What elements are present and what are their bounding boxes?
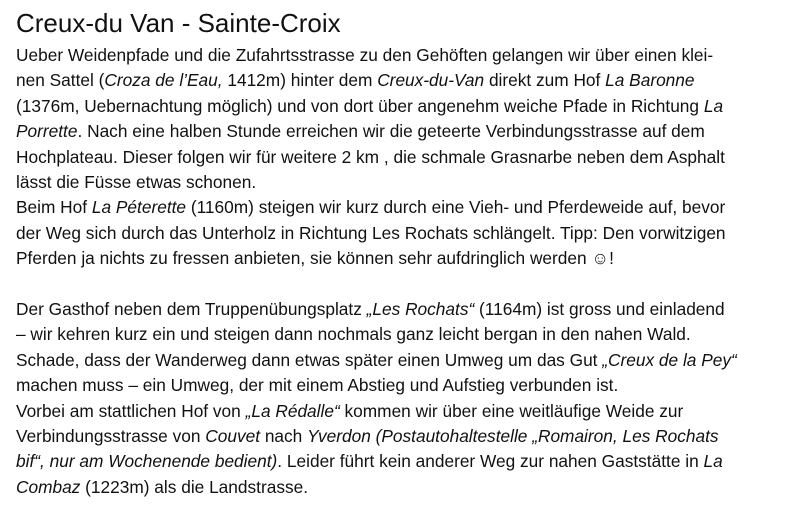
text-line	[16, 322, 784, 347]
italic-text: „Creux de la Pey“	[602, 349, 737, 370]
text-line	[16, 399, 784, 424]
text-segment: Beim Hof	[16, 197, 92, 218]
italic-text: Croza de l’Eau,	[104, 70, 223, 91]
paragraph-1	[16, 43, 784, 272]
text-segment: direkt zum Hof	[484, 70, 606, 91]
text-segment: Pferden ja nichts zu fressen anbieten, sie können sehr aufdringlich werden ☺!	[16, 248, 614, 269]
page-title: Creux-du Van - Sainte-Croix	[16, 8, 341, 38]
text-line	[16, 246, 784, 271]
text-segment: kommen wir über eine weitläufige Weide zur	[339, 400, 684, 421]
text-segment: (1223m) als die Landstrasse.	[80, 476, 309, 497]
text-segment: Ueber Weidenpfade und die Zufahrtsstrasse zu den Gehöften gelangen wir über einen klei-	[16, 45, 714, 65]
text-segment: Vorbei am stattlichen Hof von	[16, 400, 246, 421]
italic-text: „Les Rochats“	[366, 299, 475, 320]
italic-text: Couvet	[205, 426, 261, 447]
text-segment: lässt die Füsse etwas schonen.	[16, 172, 257, 193]
text-segment: Verbindungsstrasse von	[16, 426, 206, 447]
text-line	[16, 68, 784, 93]
italic-text: Creux-du-Van	[377, 70, 485, 91]
text-segment: . Leider führt kein anderer Weg zur nahen Gaststätte in	[277, 451, 704, 472]
text-segment: der Weg sich durch das Unterholz in Richtung Les Rochats schlängelt. Tipp: Den vorwitzigen	[16, 222, 726, 243]
text-segment: – wir kehren kurz ein und steigen dann nochmals ganz leicht bergan in den nahen Wald.	[16, 324, 691, 345]
text-segment: (1164m) ist gross und einladend	[474, 299, 725, 320]
italic-text: Yverdon (Postautohaltestelle „Romairon, Les Rochats	[307, 426, 719, 447]
text-line	[16, 449, 784, 474]
paragraph-2	[16, 297, 784, 500]
text-line	[16, 170, 784, 195]
italic-text: „La Rédalle“	[245, 400, 340, 421]
text-segment: (1376m, Uebernachtung möglich) und von dort über angenehm weiche Pfade in Richtung	[16, 95, 704, 116]
text-line	[16, 221, 784, 246]
text-segment: machen muss – ein Umweg, der mit einem Abstieg und Aufstieg verbunden ist.	[16, 375, 619, 396]
italic-text: Combaz	[16, 476, 81, 497]
text-line	[16, 424, 784, 449]
text-line	[16, 195, 784, 220]
text-line	[16, 348, 784, 373]
italic-text: La	[703, 95, 724, 116]
text-line	[16, 43, 784, 68]
text-segment: nach	[260, 426, 308, 447]
italic-text: Porrette	[16, 121, 78, 142]
italic-text: La Péterette	[91, 197, 187, 218]
italic-text: La Baronne	[605, 70, 695, 91]
paragraph-spacer	[16, 272, 784, 297]
text-line	[16, 119, 784, 144]
text-segment: (1160m) steigen wir kurz durch eine Vieh- und Pferdeweide auf, bevor	[186, 197, 726, 218]
text-line	[16, 373, 784, 398]
text-segment: Der Gasthof neben dem Truppenübungsplatz	[16, 299, 367, 320]
text-segment: Hochplateau. Dieser folgen wir für weitere 2 km , die schmale Grasnarbe neben dem Asphalt	[16, 146, 725, 167]
text-segment: Schade, dass der Wanderweg dann etwas später einen Umweg um das Gut	[16, 349, 603, 370]
text-line	[16, 297, 784, 322]
italic-text: La	[703, 451, 723, 472]
text-line	[16, 475, 784, 500]
text-segment: 1412m) hinter dem	[222, 70, 378, 91]
text-segment: . Nach eine halben Stunde erreichen wir die geteerte Verbindungsstrasse auf dem	[77, 121, 705, 142]
italic-text: bif“, nur am Wochenende bedient)	[16, 451, 278, 472]
text-segment: nen Sattel (	[16, 70, 105, 91]
text-line	[16, 145, 784, 170]
text-line	[16, 94, 784, 119]
